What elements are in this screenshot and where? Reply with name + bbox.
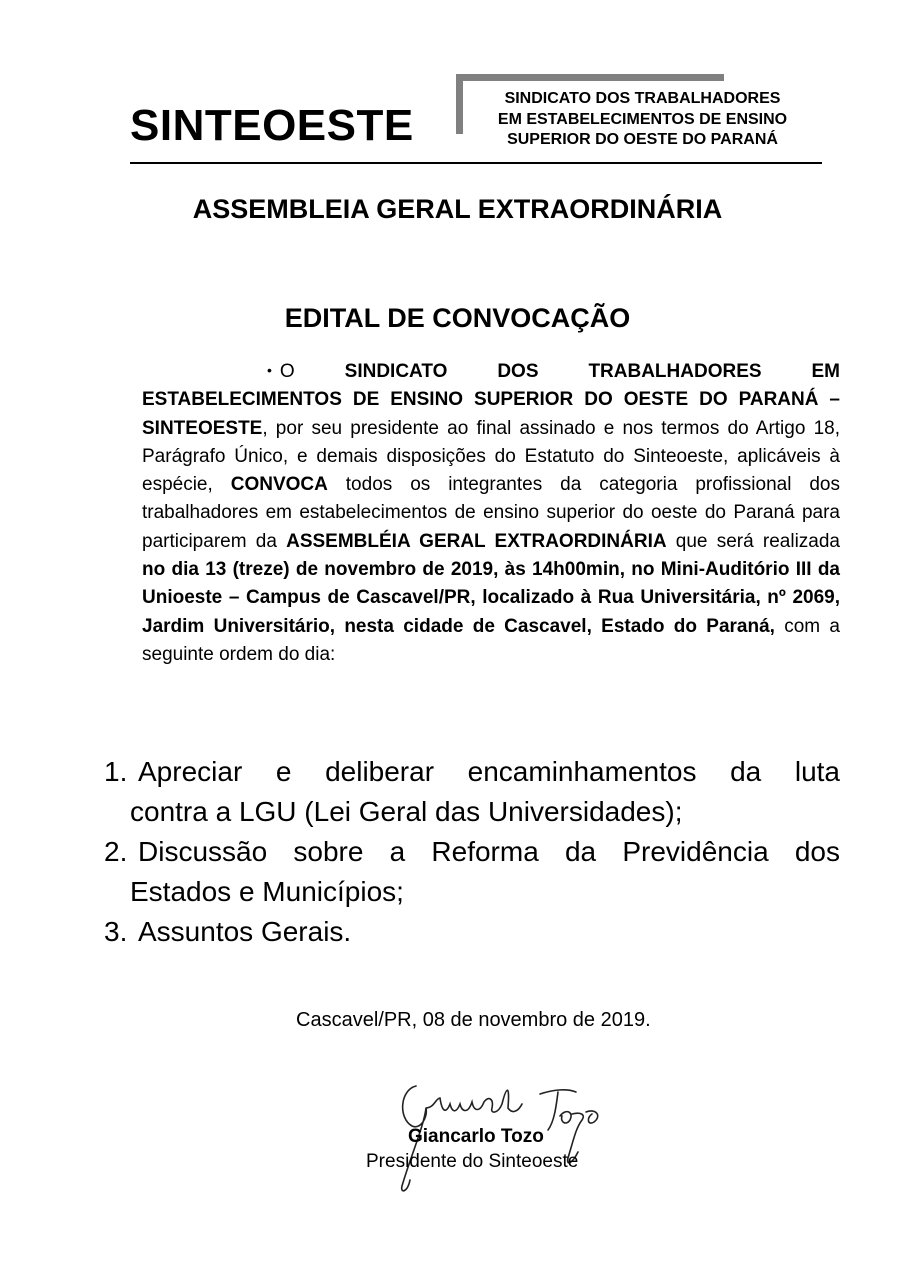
- body-bold-segment: CONVOCA: [230, 474, 328, 496]
- agenda-item-number: 2.: [104, 836, 128, 867]
- agenda-item-text: Apreciar e deliberar encaminhamentos da luta: [138, 756, 840, 787]
- signer-name: Giancarlo Tozo: [408, 1126, 544, 1147]
- body-bold-segment: ASSEMBLÉIA GERAL EXTRAORDINÁRIA: [286, 530, 667, 552]
- agenda-list: [104, 752, 840, 952]
- body-bold-segment: no dia 13 (treze) de novembro de 2019, às 14h00min, no Mini-Auditório III da Unioeste – Campus de Cascavel/PR, localizado à Rua Universitária, nº 2069, Jardim Universitário, nesta cidade de Cascavel, Estado do Paraná,: [142, 559, 840, 637]
- agenda-item: [104, 752, 840, 832]
- agenda-item-text: Estados e Municípios;: [130, 876, 404, 907]
- agenda-item: [104, 912, 840, 952]
- body-text-segment: O: [279, 361, 345, 382]
- signer-role: Presidente do Sinteoeste: [366, 1151, 579, 1172]
- logo-text: SINTEOESTE: [130, 101, 414, 150]
- agenda-item-number: 1.: [104, 756, 128, 787]
- bullet-icon: •: [267, 362, 272, 378]
- convocation-paragraph: [142, 356, 840, 669]
- org-name-line: SINDICATO DOS TRABALHADORES: [504, 90, 781, 107]
- organization-name: [470, 89, 815, 151]
- body-text-segment: que será realizada: [666, 530, 840, 552]
- org-name-line: SUPERIOR DO OESTE DO PARANÁ: [507, 131, 778, 148]
- header-divider: [130, 162, 822, 164]
- agenda-item-text: Discussão sobre a Reforma da Previdência dos: [138, 836, 840, 867]
- agenda-item-text: Assuntos Gerais.: [138, 916, 352, 947]
- place-and-date: Cascavel/PR, 08 de novembro de 2019.: [296, 1009, 651, 1031]
- agenda-item-number: 3.: [104, 916, 128, 947]
- body-text-segment: com a seguinte ordem do dia:: [142, 615, 840, 665]
- body-text-segment: todos os integrantes da categoria profissional dos trabalhadores em estabelecimentos de ensino superior do oeste do Paraná para participarem da: [142, 474, 841, 552]
- org-name-line: EM ESTABELECIMENTOS DE ENSINO: [497, 110, 788, 128]
- document-title: EDITAL DE CONVOCAÇÃO: [284, 303, 631, 333]
- assembly-title: ASSEMBLEIA GERAL EXTRAORDINÁRIA: [192, 194, 723, 224]
- body-bold-segment: SINDICATO DOS TRABALHADORES EM ESTABELECIMENTOS DE ENSINO SUPERIOR DO OESTE DO PARANÁ – SINTEOESTE: [142, 361, 840, 439]
- agenda-item-text: contra a LGU (Lei Geral das Universidades);: [130, 796, 683, 827]
- agenda-item: [104, 832, 840, 912]
- body-text-segment: , por seu presidente ao final assinado e nos termos do Artigo 18, Parágrafo Único, e demais disposições do Estatuto do Sinteoeste, aplicáveis à espécie,: [142, 417, 840, 496]
